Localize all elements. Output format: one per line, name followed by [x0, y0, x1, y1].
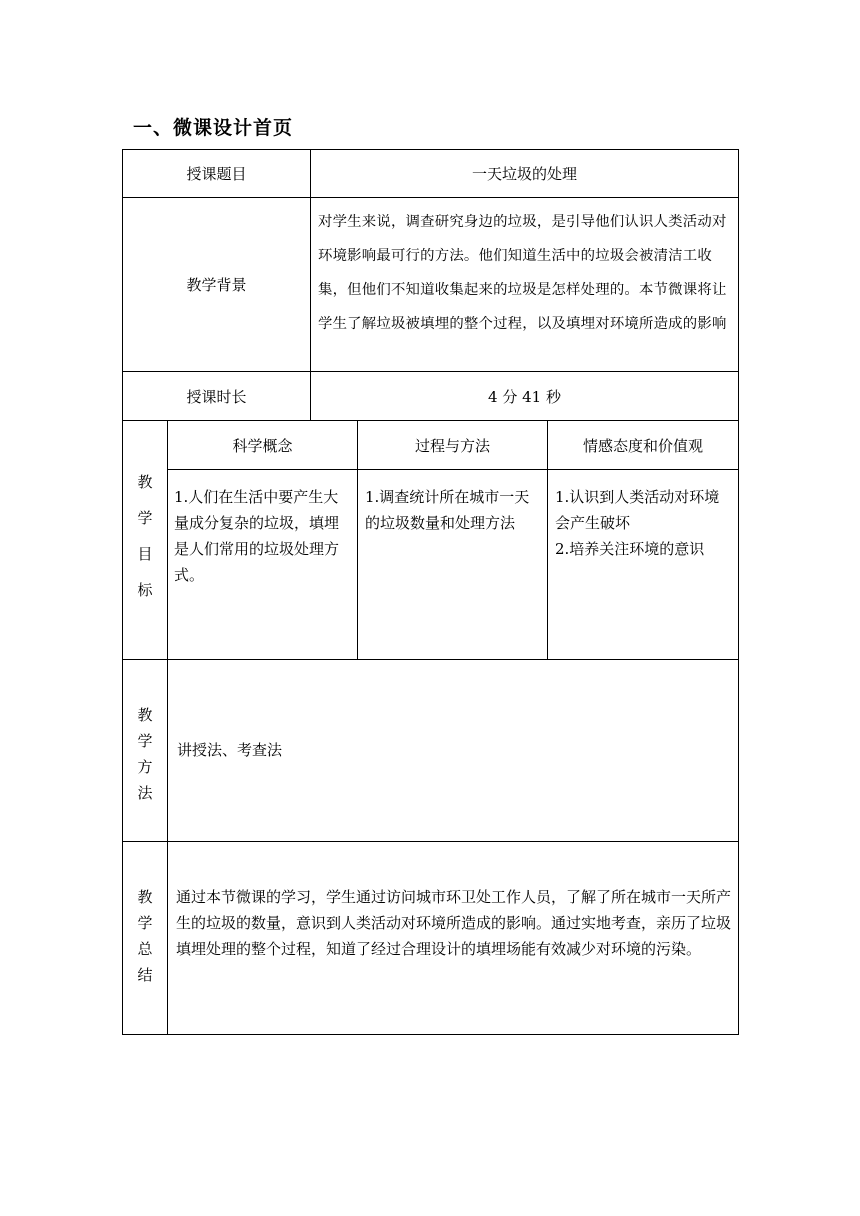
- goals-header-process-cell: [357, 420, 548, 470]
- method-label-cell: [122, 659, 168, 842]
- goal-science-text: 1.人们在生活中要产生大量成分复杂的垃圾，填埋是人们常用的垃圾处理方式。: [174, 488, 340, 584]
- goals-label-cell: [122, 420, 168, 660]
- goal-attitude-cell: [547, 469, 739, 660]
- goal-process-cell: [357, 469, 548, 660]
- background-text-cell: [310, 197, 739, 372]
- goal-science-cell: [167, 469, 358, 660]
- topic-label-cell: [122, 149, 311, 198]
- method-label-char: 法: [137, 784, 153, 802]
- summary-label-char: 学: [137, 914, 153, 932]
- summary-label-char: 结: [137, 966, 153, 984]
- goals-label-char: 教: [137, 473, 153, 491]
- topic-value: 一天垃圾的处理: [471, 165, 577, 183]
- summary-text-cell: [167, 841, 739, 1035]
- goal-process-text: 1.调查统计所在城市一天的垃圾数量和处理方法: [365, 488, 530, 532]
- duration-label: 授课时长: [186, 388, 247, 406]
- method-label-char: 教: [137, 706, 153, 724]
- background-text: 对学生来说，调查研究身边的垃圾，是引导他们认识人类活动对环境影响最可行的方法。他们知道生活中的垃圾会被清洁工收集，但他们不知道收集起来的垃圾是怎样处理的。本节微课将让学生了解垃圾被填埋的整个过程，以及填埋对环境所造成的影响: [318, 214, 727, 332]
- method-label-char: 方: [137, 758, 153, 776]
- goals-header-attitude-cell: [547, 420, 739, 470]
- summary-text: 通过本节微课的学习，学生通过访问城市环卫处工作人员，了解了所在城市一天所产生的垃圾的数量，意识到人类活动对环境所造成的影响。通过实地考查，亲历了垃圾填埋处理的整个过程，知道了经过合理设计的填埋场能有效减少对环境的污染。: [176, 888, 732, 958]
- background-label-cell: [122, 197, 311, 372]
- method-value: 讲授法、考查法: [177, 741, 283, 759]
- summary-label-char: 总: [137, 940, 153, 958]
- goal-attitude-text-1: 1.认识到人类活动对环境会产生破坏: [555, 488, 720, 532]
- goals-label-char: 目: [137, 545, 153, 563]
- goals-label-char: 标: [137, 581, 153, 599]
- background-label: 教学背景: [186, 276, 247, 294]
- goals-header-science-cell: [167, 420, 358, 470]
- goals-label-char: 学: [137, 509, 153, 527]
- duration-label-cell: [122, 371, 311, 421]
- method-label-char: 学: [137, 732, 153, 750]
- goals-header-attitude: 情感态度和价值观: [582, 437, 703, 455]
- duration-value: 4 分 41 秒: [488, 388, 561, 406]
- duration-value-cell: [310, 371, 739, 421]
- topic-value-cell: [310, 149, 739, 198]
- page-heading: 一、微课设计首页: [133, 117, 294, 139]
- topic-label: 授课题目: [186, 165, 247, 183]
- goals-header-science: 科学概念: [232, 437, 293, 455]
- summary-label-cell: [122, 841, 168, 1035]
- goal-attitude-text-2: 2.培养关注环境的意识: [555, 540, 705, 558]
- summary-label-char: 教: [137, 888, 153, 906]
- method-value-cell: [167, 659, 739, 842]
- goals-header-process: 过程与方法: [414, 437, 490, 455]
